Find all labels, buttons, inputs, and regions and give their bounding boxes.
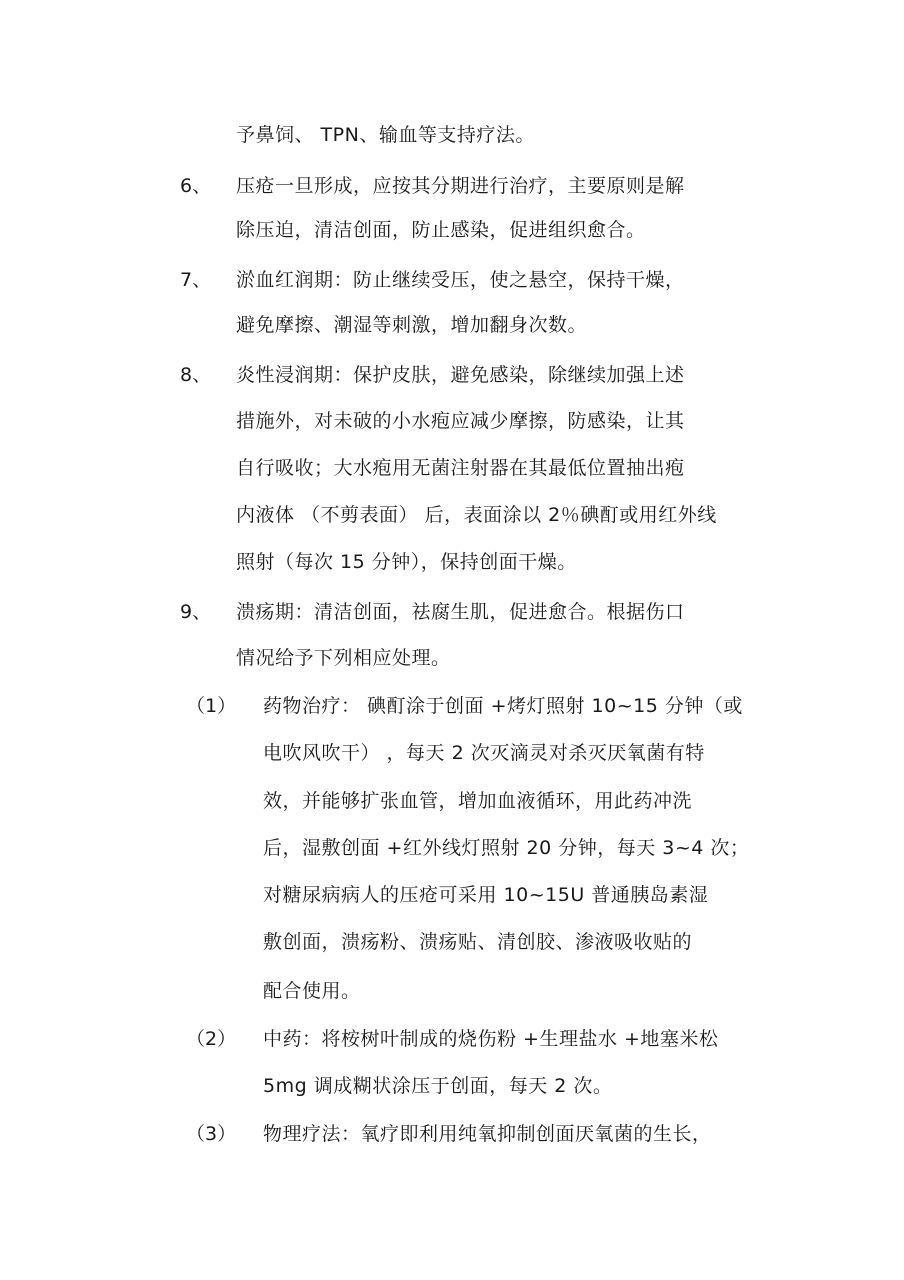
item-number: 6、 — [180, 175, 212, 197]
text-line: 电吹风吹干） ，每天 2 次灭滴灵对杀灭厌氧菌有特 — [263, 742, 705, 764]
item-number: 7、 — [180, 269, 212, 291]
text-line: 对糖尿病病人的压疮可采用 10~15U 普通胰岛素湿 — [263, 884, 709, 906]
text-line: 配合使用。 — [263, 980, 361, 1002]
text-line: 措施外，对未破的小水疱应减少摩擦，防感染，让其 — [236, 410, 685, 432]
item-number: （1） — [186, 695, 237, 717]
text-line: 物理疗法：氧疗即利用纯氧抑制创面厌氧菌的生长， — [263, 1123, 712, 1145]
text-line: 避免摩擦、潮湿等刺激，增加翻身次数。 — [236, 314, 588, 336]
text-line: 溃疡期：清洁创面，祛腐生肌，促进愈合。根据伤口 — [236, 601, 685, 623]
text-line: 照射（每次 15 分钟），保持创面干燥。 — [236, 551, 577, 573]
item-number: 8、 — [180, 364, 212, 386]
item-number: 9、 — [180, 601, 212, 623]
text-line: 5mg 调成糊状涂压于创面，每天 2 次。 — [263, 1075, 613, 1097]
text-line: 除压迫，清洁创面，防止感染，促进组织愈合。 — [236, 219, 646, 241]
text-line: 内液体 （不剪表面） 后，表面涂以 2％碘酊或用红外线 — [236, 504, 717, 526]
item-number: （3） — [186, 1123, 237, 1145]
text-line: 压疮一旦形成，应按其分期进行治疗，主要原则是解 — [236, 175, 685, 197]
text-line: 药物治疗： 碘酊涂于创面 +烤灯照射 10~15 分钟（或 — [263, 695, 743, 717]
item-number: （2） — [186, 1028, 237, 1050]
text-line: 敷创面，溃疡粉、溃疡贴、清创胶、渗液吸收贴的 — [263, 931, 693, 953]
text-line: 中药：将桉树叶制成的烧伤粉 +生理盐水 +地塞米松 — [263, 1028, 719, 1050]
text-line: 效，并能够扩张血管，增加血液循环，用此药冲洗 — [263, 790, 693, 812]
text-line: 后，湿敷创面 +红外线灯照射 20 分钟，每天 3~4 次； — [263, 837, 750, 859]
text-line: 淤血红润期：防止继续受压，使之悬空，保持干燥， — [236, 269, 685, 291]
text-line: 自行吸收；大水疱用无菌注射器在其最低位置抽出疱 — [236, 457, 685, 479]
text-line: 炎性浸润期：保护皮肤，避免感染，除继续加强上述 — [236, 364, 685, 386]
text-line: 情况给予下列相应处理。 — [236, 647, 451, 669]
text-line: 予鼻饲、 TPN、输血等支持疗法。 — [236, 124, 535, 146]
